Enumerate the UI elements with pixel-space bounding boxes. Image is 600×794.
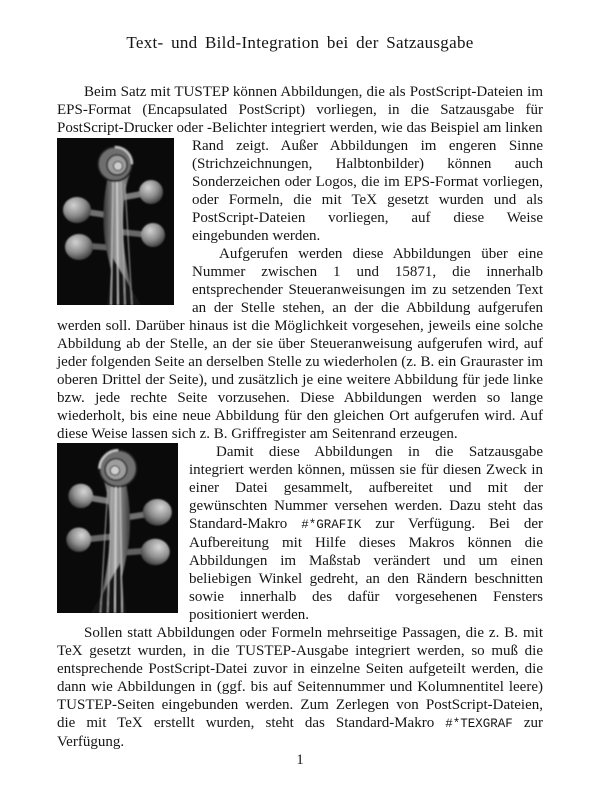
paragraph-1-continued — [57, 137, 543, 245]
violin-scroll-image-2 — [57, 443, 178, 613]
macro-name-grafik: #*GRAFIK — [301, 518, 362, 532]
paragraph-3-text-after-macro: zur Verfügung. Bei der Aufbereitung mit Hilfe dieses Makros können die Abbildungen im Maßstab verändert und um einen beliebigen Winkel gedreht, an den Rändern beschnitten sowie innerhalb des dafür vorgesehenen Fensters positioniert werden. — [189, 516, 544, 623]
macro-name-texgraf: #*TEXGRAF — [445, 717, 513, 731]
violin-scroll-image-1 — [57, 138, 174, 305]
body-text — [57, 83, 543, 751]
paragraph-4-text-before-macro: Sollen statt Abbildungen oder Formeln mehrseitige Passagen, die z. B. mit TeX gesetzt wurden, in die TUSTEP-Ausgabe integriert werden, so muß die entsprechende PostScript-Datei zuvor in einzelne Seiten aufgeteilt werden, die dann wie Abbildungen in (ggf. bis auf Seitennummer und Kolumnentitel leere) TUSTEP-Seiten eingebunden werden. Zum Zerlegen von PostScript-Dateien, die mit TeX erstellt wurden, steht das Standard-Makro — [57, 625, 543, 731]
page-title: Text- und Bild-Integration bei der Satzausgabe — [126, 33, 474, 52]
page-number: 1 — [296, 752, 304, 768]
violin-scroll-illustration-1 — [57, 138, 174, 305]
paragraph-1-continued-text: Rand zeigt. Außer Abbildungen im engeren Sinne (Strichzeichnungen, Halbtonbilder) können auch Sonderzeichen oder Logos, die im EPS-Format vorliegen, oder Formeln, die mit TeX gesetzt wurden und als PostScript-Dateien vorliegen, auf diese Weise eingebunden werden. — [192, 138, 543, 244]
paragraph-3-text-before-macro: Damit diese Abbildungen in die Satzausgabe integriert werden können, müssen sie für diesen Zweck in einer Datei gesammelt, aufbereitet und mit der gewünschten Nummer versehen werden. Dazu steht das Standard-Makro — [189, 444, 543, 532]
paragraph-1-lead-text: Beim Satz mit TUSTEP können Abbildungen, die als PostScript-Dateien im EPS-Format (Encapsulated PostScript) vorliegen, in die Satzausgabe für PostScript-Drucker oder -Belichter integriert werden, wie das Beispiel am linken — [57, 84, 543, 136]
paragraph-1-lead — [57, 83, 543, 137]
violin-scroll-illustration-2 — [57, 443, 178, 613]
paragraph-3 — [57, 443, 543, 624]
paragraph-2-text: Aufgerufen werden diese Abbildungen über eine Nummer zwischen 1 und 15871, die innerhalb entsprechender Steueranweisungen im zu setzenden Text an der Stelle stehen, an der die Abbildung aufgerufen werden soll. Darüber hinaus ist die Möglichkeit vorgesehen, jeweils eine solche Abbildung ab der Stelle, an der sie über Steueranweisung aufgerufen wird, auf jeder folgenden Seite an derselben Stelle zu wiederholen (z. B. ein Grauraster im oberen Drittel der Seite), und zusätzlich je eine weitere Abbildung für jede linke bzw. jede rechte Seite vorzusehen. Diese Abbildungen werden so lange wiederholt, bis eine neue Abbildung für den gleichen Ort aufgerufen wird. Auf diese Weise lassen sich z. B. Griffregister am Seitenrand erzeugen. — [57, 246, 543, 442]
paragraph-4-text-after-macro: zur Verfügung. — [57, 715, 543, 750]
paragraph-4 — [57, 624, 543, 751]
